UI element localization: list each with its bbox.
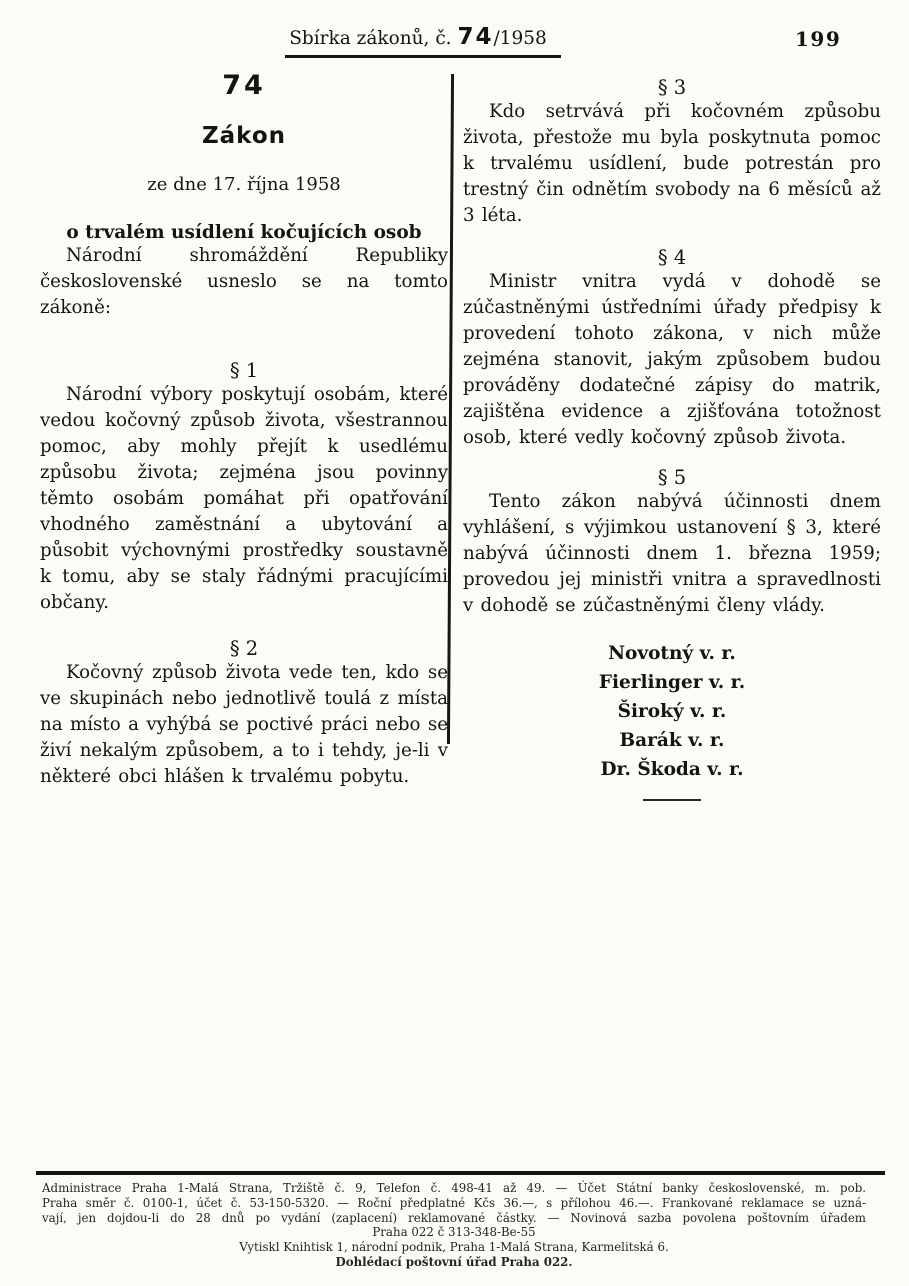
footer-line: vají, jen dojdou-li do 28 dnů po vydání (zaplacení) reklamované částky. — Novinová sazba povolena poštovním úřadem xyxy=(42,1210,866,1225)
section-1-text: Národní výbory poskytují osobám, které vedou kočovný způsob života, všestrannou pomoc, aby mohly přejít k usedlému způsobu života; zejména jsou povinny těmto osobám pomáhat při opatřování vhodného zaměstnání a ubytování a působit výchovnými prostředky soustavně k tomu, aby se staly řádnými pracujícími občany. xyxy=(40,384,448,613)
footer-line: Praha směr č. 0100-1, účet č. 53-150-5320. — Roční předplatné Kčs 36.—, s přílohou 46.—. Frankované reklamace se uzná- xyxy=(42,1195,866,1210)
column-divider-rule xyxy=(447,74,454,744)
right-column xyxy=(463,70,881,801)
journal-title-year: /1958 xyxy=(493,28,547,49)
footer-line: Administrace Praha 1-Malá Strana, Tržiště č. 9, Telefon č. 498-41 až 49. — Účet Státní banky československé, m. pob. xyxy=(42,1181,866,1195)
running-head xyxy=(0,24,846,58)
journal-number: 74 xyxy=(457,24,494,50)
section-3-text: Kdo setrvává při kočovném způsobu života, přestože mu byla poskytnuta pomoc k trvalému usídlení, bude potrestán pro trestný čin odnětím svobody na 6 měsíců až 3 léta. xyxy=(463,101,881,226)
section-1-heading: § 1 xyxy=(229,359,259,382)
law-type-heading: Zákon xyxy=(201,123,287,149)
journal-title xyxy=(285,24,561,58)
signature-line: Fierlinger v. r. xyxy=(598,672,746,693)
signature-line: Barák v. r. xyxy=(619,730,725,751)
left-column xyxy=(40,70,448,790)
footer-imprint xyxy=(42,1181,866,1270)
signature-line: Dr. Škoda v. r. xyxy=(600,759,744,780)
section-3-heading: § 3 xyxy=(657,76,687,99)
footer-line: Vytiskl Knihtisk 1, národní podnik, Praha 1-Malá Strana, Karmelitská 6. xyxy=(239,1240,669,1255)
section-5-heading: § 5 xyxy=(657,466,687,489)
law-date-line: ze dne 17. října 1958 xyxy=(147,174,341,195)
section-2-heading: § 2 xyxy=(229,637,259,660)
law-subject-line: o trvalém usídlení kočujících osob xyxy=(66,222,422,243)
footer-line: Dohlédací poštovní úřad Praha 022. xyxy=(335,1254,573,1269)
section-4-text: Ministr vnitra vydá v dohodě se zúčastněnými ústředními úřady předpisy k provedení tohoto zákona, v nich může zejména stanovit, jakým způsobem budou prováděny dodatečné zápisy do matrik, zajištěna evidence a zjišťována totožnost osob, které vedly kočovný způsob života. xyxy=(463,271,881,448)
section-5-text: Tento zákon nabývá účinnosti dnem vyhlášení, s výjimkou ustanovení § 3, které nabývá účinnosti dnem 1. března 1959; provedou jej ministři vnitra a spravedlnosti v dohodě se zúčastněnými členy vlády. xyxy=(463,491,881,616)
section-2-text: Kočovný způsob života vede ten, kdo se ve skupinách nebo jednotlivě toulá z místa na místo a vyhýbá se poctivé práci nebo se živí nekalým způsobem, a to i tehdy, je-li v některé obci hlášen k trvalému pobytu. xyxy=(40,662,448,787)
page-number: 199 xyxy=(795,27,842,51)
signature-list xyxy=(463,639,881,801)
signature-line: Novotný v. r. xyxy=(608,643,736,664)
section-4-heading: § 4 xyxy=(657,246,687,269)
law-number-heading: 74 xyxy=(222,70,266,101)
journal-title-prefix: Sbírka zákonů, č. xyxy=(289,28,458,49)
footer-line: Praha 022 č 313-348-Be-55 xyxy=(372,1225,536,1240)
footer-separator-rule xyxy=(36,1171,885,1175)
signature-line: Široký v. r. xyxy=(617,701,727,722)
signature-end-rule xyxy=(643,799,701,801)
preamble-paragraph: Národní shromáždění Republiky československé usneslo se na tomto zákoně: xyxy=(40,245,448,318)
